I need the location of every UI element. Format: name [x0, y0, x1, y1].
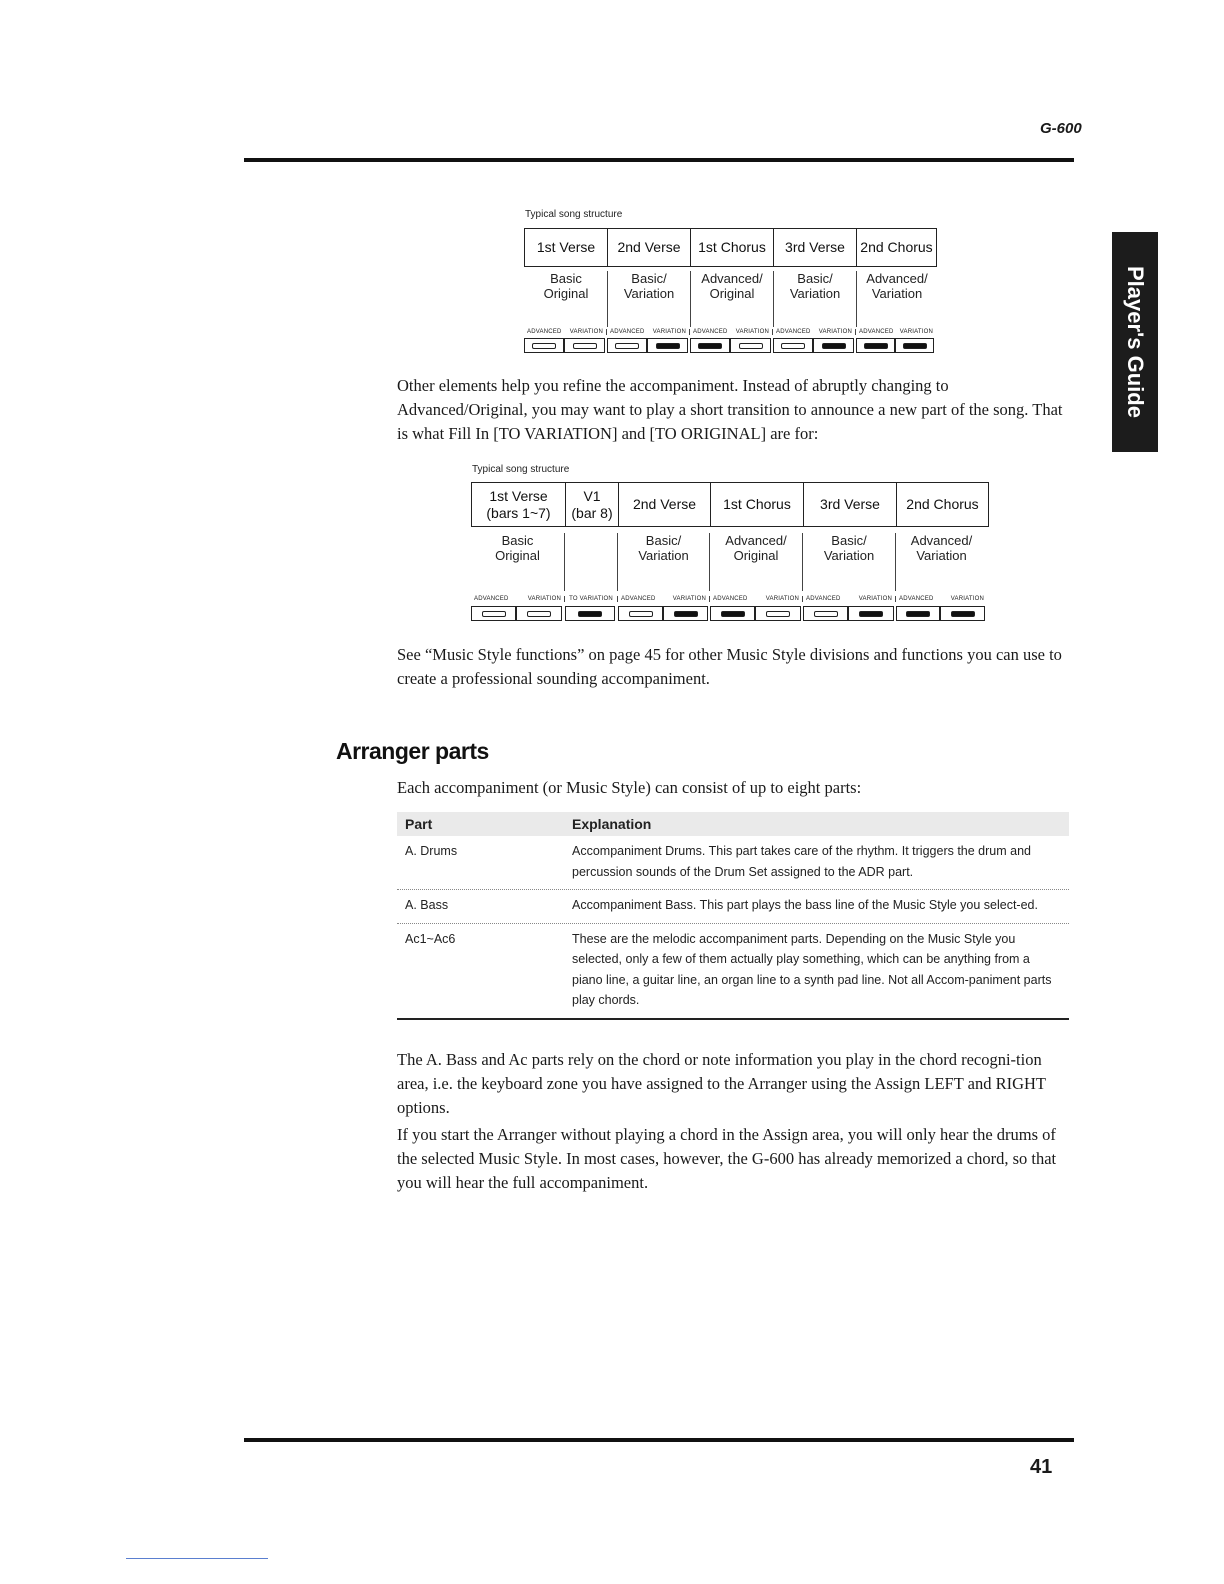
segment: 1st Verse (bars 1~7): [472, 483, 566, 526]
column-header-part: Part: [405, 816, 433, 832]
sublabel: Basic Original: [525, 271, 608, 327]
sublabel-row: [525, 271, 937, 327]
part-cell: Ac1~Ac6: [405, 931, 456, 946]
segment: 2nd Verse: [608, 229, 691, 266]
advanced-button-icon: [607, 338, 647, 353]
paragraph: If you start the Arranger without playing a chord in the Assign area, you will only hear the drums of the selected Music Style. In most cases, however, the G-600 has already memorized a chord, so that you will hear the full accompaniment.: [397, 1125, 1057, 1192]
sublabel: Basic/ Variation: [803, 533, 896, 591]
variation-button-icon: [564, 338, 605, 353]
paragraph: See “Music Style functions” on page 45 for other Music Style divisions and functions you can use to create a professional sounding accompaniment.: [397, 645, 1062, 688]
segment: 1st Chorus: [711, 483, 804, 526]
variation-button-icon: [848, 606, 894, 621]
advanced-button-icon: [690, 338, 730, 353]
sublabel-empty: [565, 533, 618, 591]
segment: 2nd Verse: [619, 483, 711, 526]
segment: 2nd Chorus: [860, 239, 933, 255]
button-row: [524, 338, 934, 353]
sublabel: Basic/ Variation: [608, 271, 691, 327]
advanced-button-icon: [773, 338, 813, 353]
sublabel: Advanced/ Original: [710, 533, 803, 591]
sublabel: Advanced/ Variation: [910, 533, 973, 563]
segment-row: [524, 228, 937, 267]
bottom-rule: [244, 1438, 1074, 1442]
top-rule: [244, 158, 1074, 162]
sublabel-row: [471, 533, 987, 591]
part-cell: A. Drums: [405, 844, 458, 858]
page-number: 41: [1030, 1456, 1053, 1478]
to-variation-button-icon: [565, 606, 615, 621]
variation-button-icon: [940, 606, 985, 621]
diagram-caption: Typical song structure: [525, 209, 623, 220]
paragraph: Other elements help you refine the accompaniment. Instead of abruptly changing to Advanced/Original, you may want to play a short transition to announce a new part of the song. That is what Fill In [TO VARIATION] and [TO ORIGINAL] are for:: [397, 376, 1063, 443]
variation-button-icon: [755, 606, 801, 621]
table-row: [397, 890, 1069, 924]
table-header: [397, 812, 1069, 836]
advanced-button-icon: [524, 338, 564, 353]
variation-button-icon: [647, 338, 688, 353]
explanation-cell: Accompaniment Bass. This part plays the bass line of the Music Style you select-ed.: [572, 898, 1038, 912]
button-label-row: ADVANCED VARIATION ADVANCED VARIATION ADVANCED VARIATION ADVANCED VARIATION ADVANCED VARIATION: [524, 329, 936, 335]
advanced-button-icon: [710, 606, 755, 621]
advanced-button-icon: [803, 606, 848, 621]
segment: 1st Verse: [525, 229, 608, 266]
explanation-cell: These are the melodic accompaniment parts. Depending on the Music Style you selected, only a few of them actually play something, which can be anything from a piano line, a guitar line, an organ line to a synth pad line. Not all Accom-paniment parts play chords.: [572, 931, 1052, 1007]
segment: 1st Chorus: [691, 229, 774, 266]
explanation-cell: Accompaniment Drums. This part takes care of the rhythm. It triggers the drum and percussion sounds of the Drum Set assigned to the ADR part.: [572, 844, 1031, 879]
part-cell: A. Bass: [405, 898, 449, 912]
button-row: [471, 606, 985, 621]
variation-button-icon: [516, 606, 562, 621]
segment-fill-in: V1 (bar 8): [566, 483, 619, 526]
segment-row: [471, 482, 989, 527]
table-row: [397, 924, 1069, 1020]
variation-button-icon: [813, 338, 854, 353]
button-label-row: ADVANCED VARIATION TO VARIATION ADVANCED VARIATION ADVANCED VARIATION ADVANCED VARIATION ADVANCED VARIATION: [471, 596, 987, 602]
sublabel: Advanced/ Original: [691, 271, 774, 327]
sublabel: Basic Original: [471, 533, 565, 591]
variation-button-icon: [895, 338, 934, 353]
table-row: [397, 836, 1069, 890]
advanced-button-icon: [471, 606, 516, 621]
diagram-caption: Typical song structure: [472, 464, 570, 475]
variation-button-icon: [663, 606, 708, 621]
segment: 3rd Verse: [774, 229, 857, 266]
advanced-button-icon: [618, 606, 663, 621]
model-name: G-600: [1040, 120, 1082, 137]
column-header-explanation: Explanation: [572, 816, 652, 832]
advanced-button-icon: [856, 338, 895, 353]
section-heading: Arranger parts: [336, 738, 489, 764]
section-intro: Each accompaniment (or Music Style) can consist of up to eight parts:: [397, 778, 862, 797]
arranger-parts-table: [397, 812, 1069, 1020]
sublabel: Advanced/ Variation: [866, 271, 928, 301]
segment: 2nd Chorus: [906, 496, 979, 512]
sublabel: Basic/ Variation: [774, 271, 857, 327]
advanced-button-icon: [896, 606, 940, 621]
segment: 3rd Verse: [804, 483, 897, 526]
paragraph: The A. Bass and Ac parts rely on the chord or note information you play in the chord recogni-tion area, i.e. the keyboard zone you have assigned to the Arranger using the Assign LEFT and RIGHT options.: [397, 1050, 1046, 1117]
side-tab-label: Player's Guide: [1123, 266, 1149, 418]
section-side-tab: [1112, 232, 1158, 452]
footer-underline: [126, 1558, 268, 1559]
sublabel: Basic/ Variation: [618, 533, 710, 591]
variation-button-icon: [730, 338, 771, 353]
